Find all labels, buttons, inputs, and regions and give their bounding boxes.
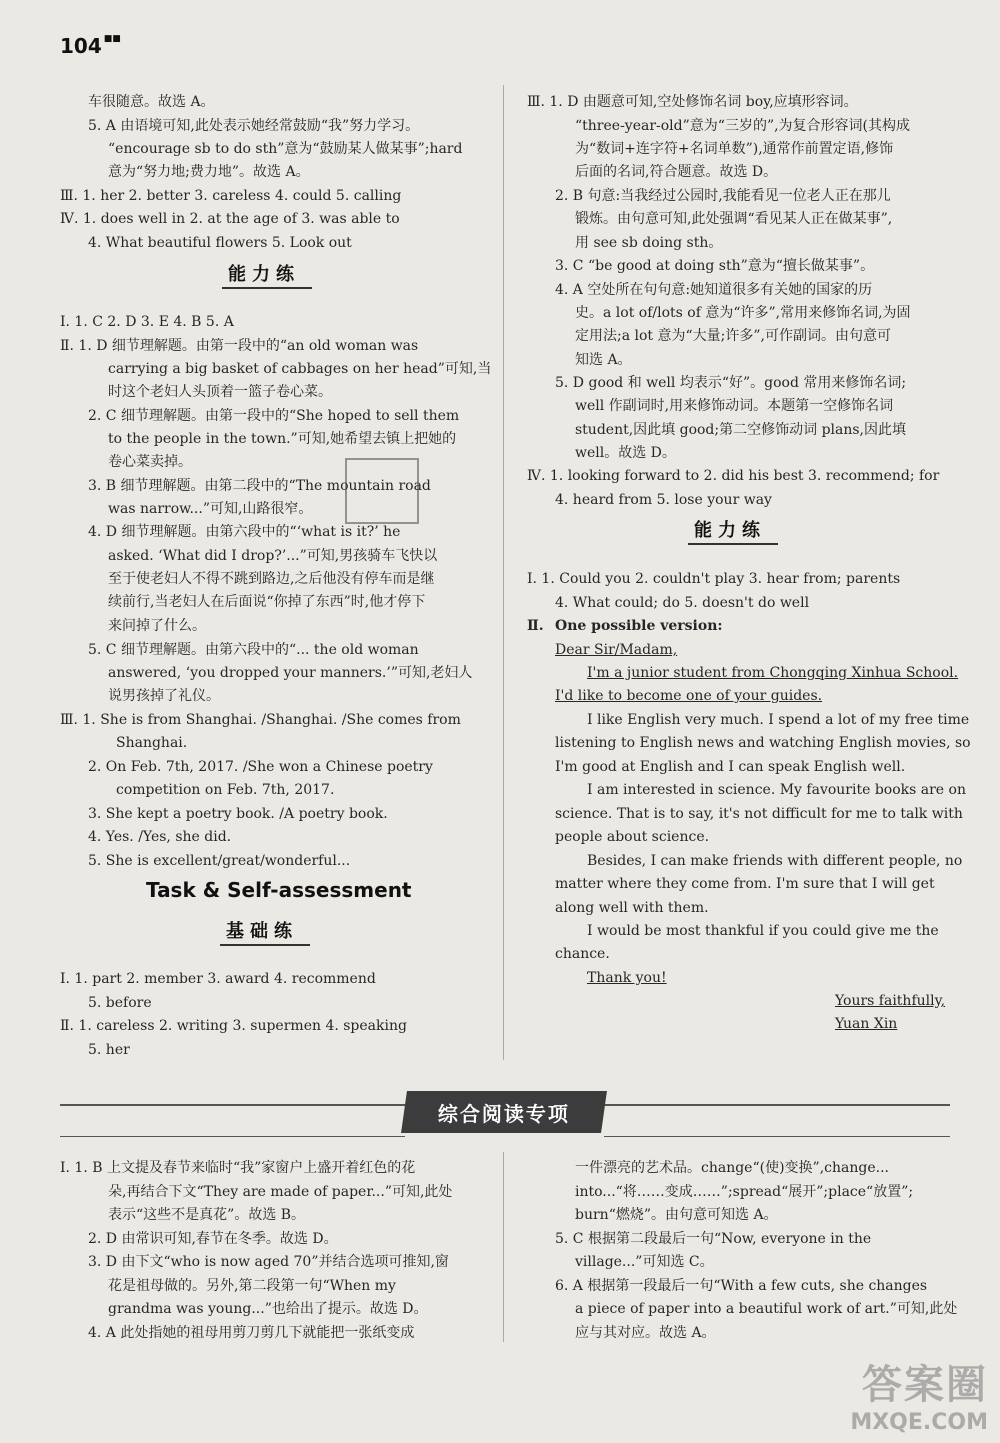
answer-line: Ⅳ. 1. looking forward to 2. did his best 3. recommend; for <box>527 468 940 484</box>
essay-line: I'm a junior student from Chongqing Xinhua School. <box>587 665 959 681</box>
task-self-assessment-title: Task & Self-assessment <box>146 878 412 902</box>
answer-line: 后面的名词,符合题意。故选 D。 <box>575 164 778 180</box>
answer-line: 车很随意。故选 A。 <box>88 94 215 110</box>
answer-line: to the people in the town.”可知,她希望去镇上把她的 <box>108 431 457 447</box>
answer-line: 5. before <box>88 995 152 1011</box>
answer-line: 4. Yes. /Yes, she did. <box>88 829 232 845</box>
column-divider-top <box>503 85 504 1060</box>
banner-line-right <box>604 1104 950 1106</box>
answer-line: 说男孩掉了礼仪。 <box>108 688 220 704</box>
answer-line: village...”可知选 C。 <box>575 1254 714 1270</box>
answer-line: Ⅲ. 1. She is from Shanghai. /Shanghai. /She comes from <box>60 712 461 728</box>
answer-line: 6. A 根据第一段最后一句“With a few cuts, she changes <box>555 1278 928 1294</box>
essay-line: Yuan Xin <box>835 1016 898 1032</box>
essay-greeting: Dear Sir/Madam, <box>555 642 678 658</box>
answer-line: 一件漂亮的艺术品。change“(使)变换”,change... <box>575 1160 889 1176</box>
answer-line: 5. A 由语境可知,此处表示她经常鼓励“我”努力学习。 <box>88 118 420 134</box>
answer-line: 应与其对应。故选 A。 <box>575 1325 716 1341</box>
answer-line: 朵,再结合下文“They are made of paper...”可知,此处 <box>108 1184 453 1200</box>
answer-line: 4. A 此处指她的祖母用剪刀剪几下就能把一张纸变成 <box>88 1325 415 1341</box>
answer-line: into...“将……变成……”;spread“展开”;place“放置”; <box>575 1184 914 1200</box>
essay-line: Besides, I can make friends with different people, no <box>587 853 963 869</box>
answer-line: 5. her <box>88 1042 130 1058</box>
essay-line: Yours faithfully, <box>835 993 946 1009</box>
answer-line: 5. C 根据第二段最后一句“Now, everyone in the <box>555 1231 872 1247</box>
answer-line: “encourage sb to do sth”意为“鼓励某人做某事”;hard <box>108 141 463 157</box>
essay-line: I'd like to become one of your guides. <box>555 688 823 704</box>
heading-underline <box>222 287 312 289</box>
essay-line: matter where they come from. I'm sure that I will get <box>555 876 935 892</box>
answer-line: 3. B 细节理解题。由第二段中的“The mountain road <box>88 478 431 494</box>
essay-line: science. That is to say, it's not difficult for me to talk with <box>555 806 963 822</box>
answer-line: Ⅰ. 1. Could you 2. couldn't play 3. hear from; parents <box>527 571 901 587</box>
answer-line: competition on Feb. 7th, 2017. <box>116 782 335 798</box>
essay-line: I like English very much. I spend a lot of my free time <box>587 712 970 728</box>
answer-line: student,因此填 good;第二空修饰动词 plans,因此填 <box>575 422 907 438</box>
essay-line: along well with them. <box>555 900 709 916</box>
answer-line: asked. ‘What did I drop?’...”可知,男孩骑车飞快以 <box>108 548 438 564</box>
answer-line: Ⅰ. 1. B 上文提及春节来临时“我”家窗户上盛开着红色的花 <box>60 1160 416 1176</box>
answer-line: 2. C 细节理解题。由第一段中的“She hoped to sell them <box>88 408 460 424</box>
answer-line: was narrow...”可知,山路很窄。 <box>108 501 313 517</box>
answer-line: “three-year-old”意为“三岁的”,为复合形容词(其构成 <box>575 118 911 134</box>
answer-line: 锻炼。由句意可知,此处强调“看见某人正在做某事”, <box>575 211 893 227</box>
answer-line: Ⅳ. 1. does well in 2. at the age of 3. was able to <box>60 211 400 227</box>
basic-practice-heading: 基础练 <box>226 921 298 942</box>
answer-line: 2. B 句意:当我经过公园时,我能看见一位老人正在那儿 <box>555 188 891 204</box>
answer-line: 4. What could; do 5. doesn't do well <box>555 595 810 611</box>
essay-line: I am interested in science. My favourite books are on <box>587 782 966 798</box>
answer-line: 4. A 空处所在句句意:她知道很多有关她的国家的历 <box>555 282 873 298</box>
column-divider-bottom <box>503 1152 504 1342</box>
answer-line: 用 see sb doing sth。 <box>575 235 723 251</box>
answer-line: 时这个老妇人头顶着一篮子卷心菜。 <box>108 384 332 400</box>
answer-line: a piece of paper into a beautiful work of art.”可知,此处 <box>575 1301 958 1317</box>
answer-line: 定用法;a lot 意为“大量;许多”,可作副词。由句意可 <box>575 328 891 344</box>
essay-label-number: Ⅱ. <box>527 618 544 634</box>
answer-line: 卷心菜卖掉。 <box>108 454 192 470</box>
answer-line: 5. C 细节理解题。由第六段中的“... the old woman <box>88 642 419 658</box>
answer-line: 史。a lot of/lots of 意为“许多”,常用来修饰名词,为固 <box>575 305 911 321</box>
answer-line: well。故选 D。 <box>575 445 676 461</box>
answer-line: well 作副词时,用来修饰动词。本题第一空修饰名词 <box>575 398 894 414</box>
answer-line: 5. She is excellent/great/wonderful... <box>88 853 351 869</box>
answer-line: 来问掉了什么。 <box>108 618 206 634</box>
answer-line: Ⅰ. 1. part 2. member 3. award 4. recommend <box>60 971 376 987</box>
answer-line: 3. She kept a poetry book. /A poetry book. <box>88 806 388 822</box>
answer-line: Ⅱ. 1. careless 2. writing 3. supermen 4. speaking <box>60 1018 407 1034</box>
heading-underline <box>220 944 310 946</box>
answer-line: Ⅱ. 1. D 细节理解题。由第一段中的“an old woman was <box>60 338 419 354</box>
answer-line: 表示“这些不是真花”。故选 B。 <box>108 1207 306 1223</box>
answer-line: burn“燃烧”。由句意可知选 A。 <box>575 1207 778 1223</box>
answer-line: 3. D 由下文“who is now aged 70”并结合选项可推知,窗 <box>88 1254 449 1270</box>
answer-line: 花是祖母做的。另外,第二段第一句“When my <box>108 1278 396 1294</box>
answer-line: Shanghai. <box>116 735 188 751</box>
answer-line: 3. C “be good at doing sth”意为“擅长做某事”。 <box>555 258 875 274</box>
heading-underline <box>688 543 778 545</box>
essay-line: Thank you! <box>587 970 667 986</box>
answer-line: 5. D good 和 well 均表示“好”。good 常用来修饰名词; <box>555 375 907 391</box>
banner-line-left-lower <box>60 1136 405 1137</box>
ability-practice-heading-right: 能力练 <box>694 520 766 541</box>
answer-line: 4. What beautiful flowers 5. Look out <box>88 235 352 251</box>
answer-line: 续前行,当老妇人在后面说“你掉了东西”时,他才停下 <box>108 594 426 610</box>
page-number: 104 ■■ <box>60 34 121 58</box>
essay-line: people about science. <box>555 829 710 845</box>
banner-line-right-lower <box>604 1136 950 1137</box>
answer-line: 4. heard from 5. lose your way <box>555 492 772 508</box>
answer-line: 2. D 由常识可知,春节在冬季。故选 D。 <box>88 1231 338 1247</box>
answer-line: grandma was young...”也给出了提示。故选 D。 <box>108 1301 428 1317</box>
essay-line: chance. <box>555 946 610 962</box>
answer-line: 知选 A。 <box>575 352 632 368</box>
answer-line: Ⅰ. 1. C 2. D 3. E 4. B 5. A <box>60 314 234 330</box>
essay-line: I'm good at English and I can speak English well. <box>555 759 906 775</box>
answer-line: 2. On Feb. 7th, 2017. /She won a Chinese poetry <box>88 759 433 775</box>
answer-line: 意为“努力地;费力地”。故选 A。 <box>108 164 310 180</box>
section-banner: 综合阅读专项 <box>401 1091 607 1133</box>
essay-line: listening to English news and watching English movies, so <box>555 735 971 751</box>
answer-line: Ⅲ. 1. D 由题意可知,空处修饰名词 boy,应填形容词。 <box>527 94 858 110</box>
ability-practice-heading-left: 能力练 <box>228 264 300 285</box>
essay-label: One possible version: <box>555 618 723 634</box>
answer-line: 4. D 细节理解题。由第六段中的“‘what is it?’ he <box>88 524 401 540</box>
answer-line: 至于使老妇人不得不跳到路边,之后他没有停车而是继 <box>108 571 435 587</box>
watermark: 答案圈 MXQE.COM <box>850 1362 988 1435</box>
answer-line: answered, ‘you dropped your manners.’”可知,老妇人 <box>108 665 473 681</box>
answer-line: Ⅲ. 1. her 2. better 3. careless 4. could 5. calling <box>60 188 402 204</box>
answer-line: 为“数词+连字符+名词单数”),通常作前置定语,修饰 <box>575 141 894 157</box>
answer-line: carrying a big basket of cabbages on her head”可知,当 <box>108 361 492 377</box>
essay-line: I would be most thankful if you could give me the <box>587 923 939 939</box>
banner-line-left <box>60 1104 405 1106</box>
stamp-mark <box>345 458 419 524</box>
